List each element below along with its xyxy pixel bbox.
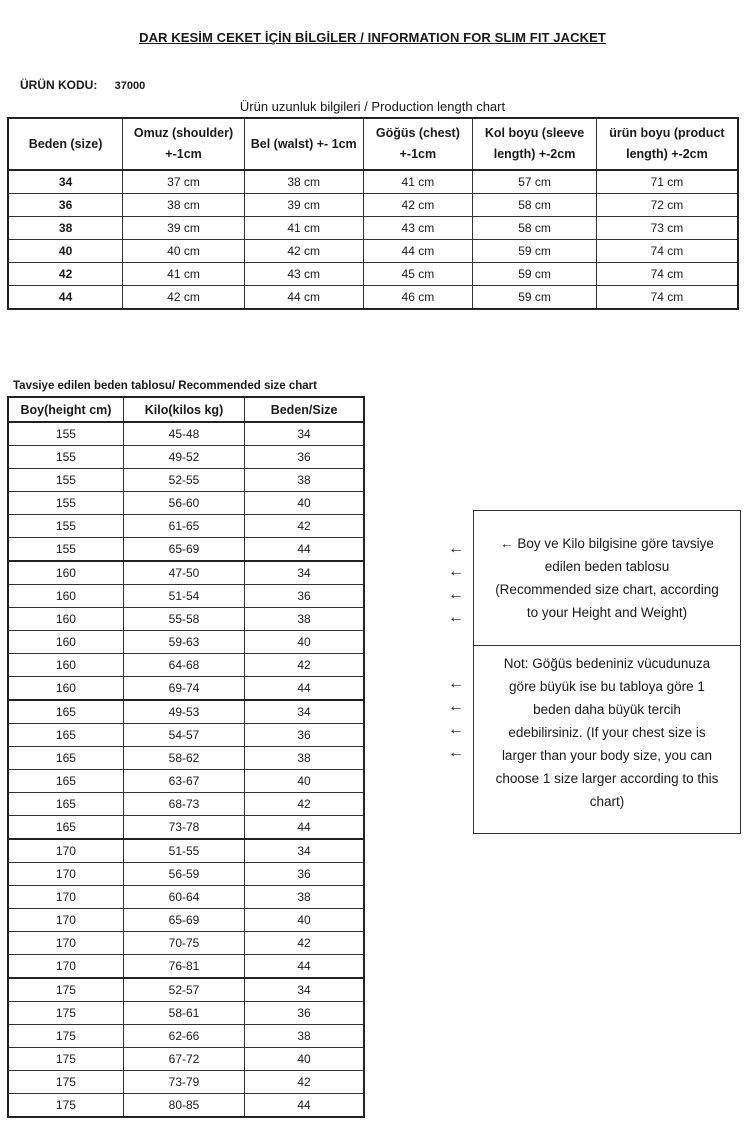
table-row bbox=[8, 217, 738, 240]
height-cell: 175 bbox=[8, 1025, 123, 1048]
height-cell: 170 bbox=[8, 909, 123, 932]
size-cell: 36 bbox=[245, 446, 364, 469]
measurement-cell: 58 cm bbox=[473, 217, 597, 240]
size-cell: 42 bbox=[245, 793, 364, 816]
note-line: edebilirsiniz. (If your chest size is bbox=[508, 725, 706, 740]
size-cell: 40 bbox=[245, 492, 364, 515]
measurement-cell: 46 cm bbox=[363, 286, 473, 310]
measurement-cell: 74 cm bbox=[596, 240, 738, 263]
height-cell: 165 bbox=[8, 770, 123, 793]
table-row bbox=[8, 654, 364, 677]
measurement-cell: 44 cm bbox=[244, 286, 363, 310]
height-cell: 155 bbox=[8, 422, 123, 446]
height-cell: 175 bbox=[8, 1048, 123, 1071]
size-cell: 34 bbox=[245, 839, 364, 863]
table-row bbox=[8, 955, 364, 979]
table-row bbox=[8, 422, 364, 446]
weight-cell: 56-60 bbox=[123, 492, 244, 515]
table-row bbox=[8, 1025, 364, 1048]
measurement-cell: 41 cm bbox=[123, 263, 245, 286]
size-cell: 38 bbox=[8, 217, 123, 240]
note-line: to your Height and Weight) bbox=[526, 605, 688, 620]
left-arrow-icon: ← bbox=[448, 744, 464, 761]
note-line: (Recommended size chart, according bbox=[495, 582, 719, 597]
note-line: göre büyük ise bu tabloya göre 1 bbox=[509, 679, 705, 694]
measurement-cell: 41 cm bbox=[363, 170, 473, 194]
weight-cell: 65-69 bbox=[123, 909, 244, 932]
size-cell: 40 bbox=[245, 631, 364, 654]
table-row bbox=[8, 863, 364, 886]
measurement-cell: 59 cm bbox=[473, 286, 597, 310]
size-cell: 34 bbox=[245, 561, 364, 585]
size-cell: 42 bbox=[245, 515, 364, 538]
weight-cell: 62-66 bbox=[123, 1025, 244, 1048]
table-row bbox=[8, 700, 364, 724]
measurement-cell: 57 cm bbox=[473, 170, 597, 194]
height-cell: 175 bbox=[8, 1002, 123, 1025]
table-row bbox=[8, 469, 364, 492]
left-arrow-icon: ← bbox=[448, 609, 464, 626]
recommended-size-table bbox=[7, 396, 365, 1118]
table-row bbox=[8, 515, 364, 538]
size-cell: 34 bbox=[8, 170, 123, 194]
size-cell: 36 bbox=[245, 585, 364, 608]
table-row bbox=[8, 839, 364, 863]
weight-cell: 51-54 bbox=[123, 585, 244, 608]
height-cell: 155 bbox=[8, 492, 123, 515]
height-cell: 170 bbox=[8, 932, 123, 955]
weight-cell: 52-57 bbox=[123, 978, 244, 1002]
measurement-cell: 43 cm bbox=[363, 217, 473, 240]
weight-cell: 64-68 bbox=[123, 654, 244, 677]
size-cell: 38 bbox=[245, 1025, 364, 1048]
weight-cell: 49-52 bbox=[123, 446, 244, 469]
height-cell: 160 bbox=[8, 608, 123, 631]
height-cell: 170 bbox=[8, 886, 123, 909]
height-cell: 160 bbox=[8, 585, 123, 608]
weight-cell: 61-65 bbox=[123, 515, 244, 538]
size-cell: 40 bbox=[245, 1048, 364, 1071]
table-row bbox=[8, 631, 364, 654]
table-row bbox=[8, 446, 364, 469]
weight-cell: 59-63 bbox=[123, 631, 244, 654]
table-row bbox=[8, 793, 364, 816]
production-header-row bbox=[8, 118, 738, 170]
size-cell: 36 bbox=[245, 863, 364, 886]
size-cell: 38 bbox=[245, 608, 364, 631]
weight-cell: 58-61 bbox=[123, 1002, 244, 1025]
measurement-cell: 37 cm bbox=[123, 170, 245, 194]
note-line: chart) bbox=[589, 794, 625, 809]
measurement-cell: 39 cm bbox=[244, 194, 363, 217]
chest-size-note bbox=[474, 646, 740, 813]
left-arrow-icon: ← bbox=[448, 563, 464, 580]
size-cell: 40 bbox=[245, 770, 364, 793]
table-row bbox=[8, 747, 364, 770]
measurement-cell: 74 cm bbox=[596, 263, 738, 286]
height-cell: 165 bbox=[8, 700, 123, 724]
height-cell: 165 bbox=[8, 816, 123, 840]
table-row bbox=[8, 263, 738, 286]
weight-cell: 52-55 bbox=[123, 469, 244, 492]
header-sleeve-length: Kol boyu (sleeve length) +-2cm bbox=[473, 118, 597, 170]
size-cell: 44 bbox=[245, 1094, 364, 1118]
left-arrow-icon: ← bbox=[448, 698, 464, 715]
note-line: beden daha büyük tercih bbox=[533, 702, 681, 717]
table-row bbox=[8, 170, 738, 194]
height-cell: 155 bbox=[8, 538, 123, 562]
size-cell: 38 bbox=[245, 886, 364, 909]
measurement-cell: 44 cm bbox=[363, 240, 473, 263]
table-row bbox=[8, 585, 364, 608]
measurement-cell: 59 cm bbox=[473, 240, 597, 263]
height-cell: 170 bbox=[8, 839, 123, 863]
measurement-cell: 43 cm bbox=[244, 263, 363, 286]
measurement-cell: 39 cm bbox=[123, 217, 245, 240]
weight-cell: 55-58 bbox=[123, 608, 244, 631]
table-row bbox=[8, 978, 364, 1002]
height-cell: 155 bbox=[8, 515, 123, 538]
weight-cell: 70-75 bbox=[123, 932, 244, 955]
size-cell: 36 bbox=[8, 194, 123, 217]
left-arrow-icon: ← bbox=[448, 586, 464, 603]
header-recommended-size: Beden/Size bbox=[245, 397, 364, 422]
left-arrow-icon: ← bbox=[448, 540, 464, 557]
weight-cell: 76-81 bbox=[123, 955, 244, 979]
size-cell: 44 bbox=[245, 816, 364, 840]
header-shoulder: Omuz (shoulder) +-1cm bbox=[123, 118, 245, 170]
table-row bbox=[8, 770, 364, 793]
size-cell: 40 bbox=[245, 909, 364, 932]
table-row bbox=[8, 608, 364, 631]
note-line: ← Boy ve Kilo bilgisine göre tavsiye bbox=[500, 536, 714, 551]
production-length-table bbox=[7, 117, 739, 310]
height-cell: 170 bbox=[8, 863, 123, 886]
height-cell: 175 bbox=[8, 1094, 123, 1118]
note-line: larger than your body size, you can bbox=[501, 748, 713, 763]
measurement-cell: 38 cm bbox=[244, 170, 363, 194]
recommendation-note bbox=[474, 511, 740, 646]
size-cell: 44 bbox=[245, 677, 364, 701]
height-cell: 160 bbox=[8, 561, 123, 585]
production-chart-caption: Ürün uzunluk bilgileri / Production length chart bbox=[239, 99, 506, 114]
table-row bbox=[8, 1071, 364, 1094]
measurement-cell: 41 cm bbox=[244, 217, 363, 240]
weight-cell: 58-62 bbox=[123, 747, 244, 770]
size-cell: 38 bbox=[245, 469, 364, 492]
height-cell: 165 bbox=[8, 793, 123, 816]
table-row bbox=[8, 1002, 364, 1025]
size-cell: 44 bbox=[8, 286, 123, 310]
size-cell: 40 bbox=[8, 240, 123, 263]
weight-cell: 49-53 bbox=[123, 700, 244, 724]
measurement-cell: 59 cm bbox=[473, 263, 597, 286]
size-cell: 36 bbox=[245, 724, 364, 747]
size-cell: 34 bbox=[245, 700, 364, 724]
size-cell: 34 bbox=[245, 422, 364, 446]
header-weight: Kilo(kilos kg) bbox=[123, 397, 244, 422]
recommended-table-body bbox=[8, 422, 364, 1117]
table-row bbox=[8, 909, 364, 932]
left-arrow-icon: ← bbox=[448, 721, 464, 738]
weight-cell: 63-67 bbox=[123, 770, 244, 793]
measurement-cell: 42 cm bbox=[363, 194, 473, 217]
weight-cell: 47-50 bbox=[123, 561, 244, 585]
height-cell: 155 bbox=[8, 469, 123, 492]
size-cell: 44 bbox=[245, 538, 364, 562]
arrow-group-recommendation bbox=[448, 537, 464, 629]
height-cell: 155 bbox=[8, 446, 123, 469]
measurement-cell: 42 cm bbox=[244, 240, 363, 263]
table-row bbox=[8, 492, 364, 515]
left-arrow-icon: ← bbox=[448, 675, 464, 692]
height-cell: 160 bbox=[8, 654, 123, 677]
size-cell: 42 bbox=[245, 1071, 364, 1094]
table-row bbox=[8, 816, 364, 840]
table-row bbox=[8, 286, 738, 310]
size-cell: 38 bbox=[245, 747, 364, 770]
table-row bbox=[8, 240, 738, 263]
recommended-header-row bbox=[8, 397, 364, 422]
size-cell: 42 bbox=[8, 263, 123, 286]
weight-cell: 68-73 bbox=[123, 793, 244, 816]
measurement-cell: 58 cm bbox=[473, 194, 597, 217]
table-row bbox=[8, 561, 364, 585]
table-row bbox=[8, 194, 738, 217]
weight-cell: 73-79 bbox=[123, 1071, 244, 1094]
height-cell: 160 bbox=[8, 631, 123, 654]
measurement-cell: 40 cm bbox=[123, 240, 245, 263]
weight-cell: 67-72 bbox=[123, 1048, 244, 1071]
header-chest: Göğüs (chest) +-1cm bbox=[363, 118, 473, 170]
table-row bbox=[8, 932, 364, 955]
table-row bbox=[8, 886, 364, 909]
size-cell: 42 bbox=[245, 654, 364, 677]
measurement-cell: 74 cm bbox=[596, 286, 738, 310]
table-row bbox=[8, 677, 364, 701]
height-cell: 165 bbox=[8, 724, 123, 747]
measurement-cell: 72 cm bbox=[596, 194, 738, 217]
measurement-cell: 42 cm bbox=[123, 286, 245, 310]
measurement-cell: 45 cm bbox=[363, 263, 473, 286]
production-table-body bbox=[8, 170, 738, 309]
document-title: DAR KESİM CEKET İÇİN BİLGİLER / INFORMATION FOR SLIM FIT JACKET bbox=[139, 30, 606, 45]
measurement-cell: 73 cm bbox=[596, 217, 738, 240]
weight-cell: 73-78 bbox=[123, 816, 244, 840]
measurement-cell: 71 cm bbox=[596, 170, 738, 194]
weight-cell: 60-64 bbox=[123, 886, 244, 909]
header-height: Boy(height cm) bbox=[8, 397, 123, 422]
table-row bbox=[8, 1048, 364, 1071]
product-code-label: ÜRÜN KODU: bbox=[20, 78, 98, 92]
weight-cell: 45-48 bbox=[123, 422, 244, 446]
table-row bbox=[8, 538, 364, 562]
header-size: Beden (size) bbox=[8, 118, 123, 170]
note-line: choose 1 size larger according to this bbox=[495, 771, 719, 786]
size-cell: 44 bbox=[245, 955, 364, 979]
size-cell: 36 bbox=[245, 1002, 364, 1025]
weight-cell: 69-74 bbox=[123, 677, 244, 701]
height-cell: 170 bbox=[8, 955, 123, 979]
note-line: Not: Göğüs bedeniniz vücudunuza bbox=[503, 656, 711, 671]
table-row bbox=[8, 1094, 364, 1118]
measurement-cell: 38 cm bbox=[123, 194, 245, 217]
weight-cell: 54-57 bbox=[123, 724, 244, 747]
product-code-row bbox=[20, 78, 145, 92]
weight-cell: 80-85 bbox=[123, 1094, 244, 1118]
height-cell: 175 bbox=[8, 978, 123, 1002]
notes-box bbox=[473, 510, 741, 834]
size-cell: 34 bbox=[245, 978, 364, 1002]
weight-cell: 65-69 bbox=[123, 538, 244, 562]
height-cell: 175 bbox=[8, 1071, 123, 1094]
weight-cell: 51-55 bbox=[123, 839, 244, 863]
height-cell: 165 bbox=[8, 747, 123, 770]
table-row bbox=[8, 724, 364, 747]
header-product-length: ürün boyu (product length) +-2cm bbox=[596, 118, 738, 170]
weight-cell: 56-59 bbox=[123, 863, 244, 886]
size-cell: 42 bbox=[245, 932, 364, 955]
header-waist: Bel (walst) +- 1cm bbox=[244, 118, 363, 170]
product-code-value: 37000 bbox=[114, 80, 146, 92]
recommended-chart-caption: Tavsiye edilen beden tablosu/ Recommended size chart bbox=[13, 380, 317, 392]
height-cell: 160 bbox=[8, 677, 123, 701]
note-line: edilen beden tablosu bbox=[544, 559, 670, 574]
arrow-group-chest-note bbox=[448, 672, 464, 764]
